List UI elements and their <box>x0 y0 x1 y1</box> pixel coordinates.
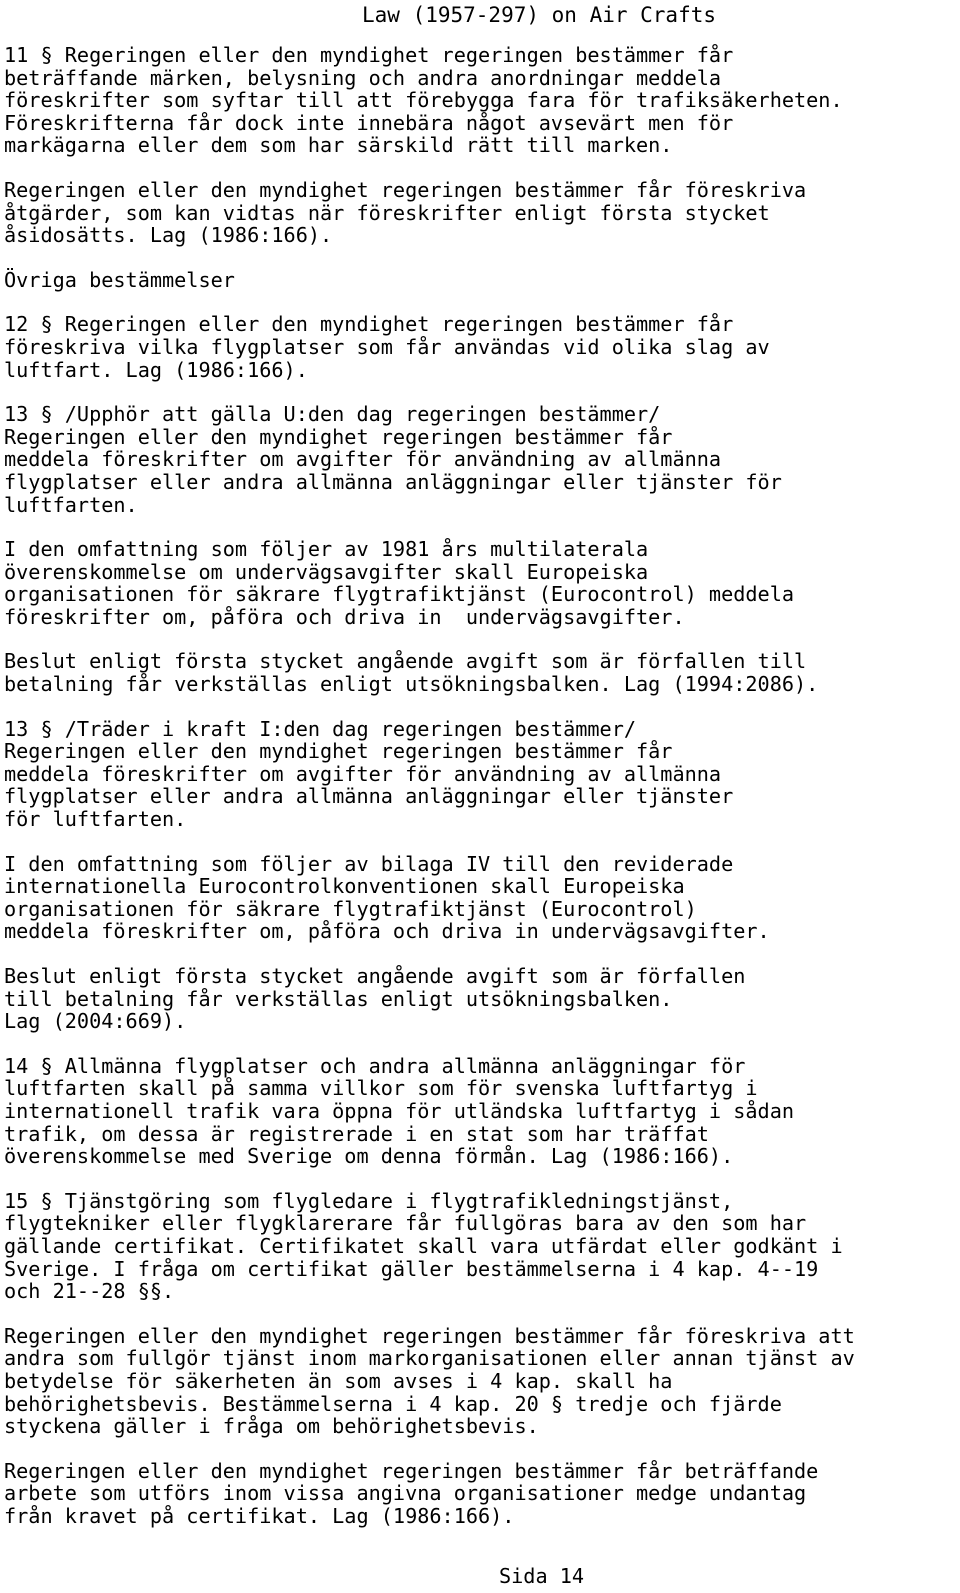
paragraph-13-upphor-third: Beslut enligt första stycket angående avgift som är förfallen till betalning får verkställas enligt utsökningsbalken. Lag (1994:2086). <box>4 649 819 697</box>
paragraph-13-trader-second: I den omfattning som följer av bilaga IV till den reviderade internationella Eurocontrolkonventionen skall Europeiska organisationen för säkrare flygtrafiktjänst (Eurocontrol) meddela föreskrifter om, påföra och driva in undervägsavgifter. <box>4 851 770 944</box>
paragraph-14-section: 14 § Allmänna flygplatser och andra allmänna anläggningar för luftfarten skall på samma villkor som för svenska luftfartyg i internationell trafik vara öppna för utländska luftfartyg i sådan trafik, om dessa är registrerade i en stat som har träffat överenskommelse med Sverige om denna förmån. Lag (1986:166). <box>4 1053 795 1169</box>
paragraph-15-section: 15 § Tjänstgöring som flygledare i flygtrafikledningstjänst, flygtekniker eller flygklarerare får fullgöras bara av den som har gällande certifikat. Certifikatet skall vara utfärdat eller godkänt i Sverige. I fråga om certifikat gäller bestämmelserna i 4 kap. 4--19 och 21--28 §§. <box>4 1188 843 1304</box>
paragraph-15-second: Regeringen eller den myndighet regeringen bestämmer får föreskriva att andra som fullgör tjänst inom markorganisationen eller annan tjänst av betydelse för säkerheten än som avses i 4 kap. skall ha behörighetsbevis. Bestämmelserna i 4 kap. 20 § tredje och fjärde styckena gäller i fråga om behörighetsbevis. <box>4 1323 855 1439</box>
paragraph-13-upphor-second: I den omfattning som följer av 1981 års multilaterala överenskommelse om undervägsavgifter skall Europeiska organisationen för säkrare flygtrafiktjänst (Eurocontrol) meddela föreskrifter om, påföra och driva in undervägsavgifter. <box>4 537 795 629</box>
paragraph-15-third: Regeringen eller den myndighet regeringen bestämmer får beträffande arbete som utförs inom vissa angivna organisationer medge undantag från kravet på certifikat. Lag (1986:166). <box>4 1458 819 1528</box>
page-header-title: Law (1957-297) on Air Crafts <box>362 3 717 27</box>
section-heading-ovriga: Övriga bestämmelser <box>4 267 235 292</box>
paragraph-11-second: Regeringen eller den myndighet regeringen bestämmer får föreskriva åtgärder, som kan vidtas när föreskrifter enligt första stycket åsidosätts. Lag (1986:166). <box>4 177 807 248</box>
document-body <box>4 44 956 1549</box>
paragraph-12-section: 12 § Regeringen eller den myndighet regeringen bestämmer får föreskriva vilka flygplatser som får användas vid olika slag av luftfart. Lag (1986:166). <box>4 312 770 382</box>
paragraph-13-trader-third: Beslut enligt första stycket angående avgift som är förfallen till betalning får verkställas enligt utsökningsbalken. Lag (2004:669). <box>4 964 746 1034</box>
paragraph-13-trader: 13 § /Träder i kraft I:den dag regeringen bestämmer/ Regeringen eller den myndighet regeringen bestämmer får meddela föreskrifter om avgifter för användning av allmänna flygplatser eller andra allmänna anläggningar eller tjänster för luftfarten. <box>4 716 734 832</box>
paragraph-13-upphor: 13 § /Upphör att gälla U:den dag regeringen bestämmer/ Regeringen eller den myndighet regeringen bestämmer får meddela föreskrifter om avgifter för användning av allmänna flygplatser eller andra allmänna anläggningar eller tjänster för luftfarten. <box>4 402 782 517</box>
paragraph-11-section: 11 § Regeringen eller den myndighet regeringen bestämmer får beträffande märken, belysning och andra anordningar meddela föreskrifter som syftar till att förebygga fara för trafiksäkerheten. Föreskrifterna får dock inte innebära något avsevärt men för markägarna eller dem som har särskild rätt till marken. <box>4 43 843 158</box>
page-number: Sida 14 <box>499 1564 585 1588</box>
